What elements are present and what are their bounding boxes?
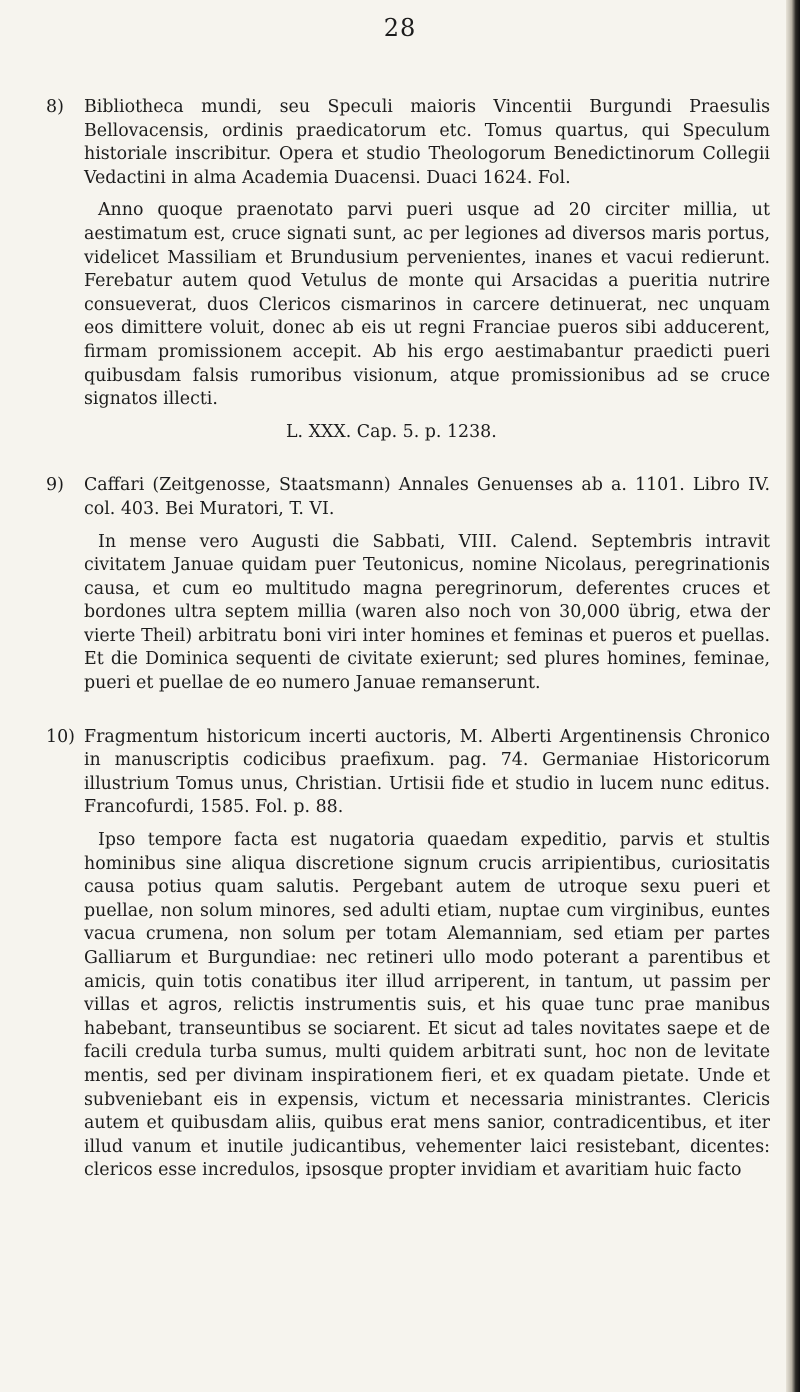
entry-9 [46,474,770,695]
page-content [46,96,770,1213]
entry-8 [46,96,770,444]
entry-heading [46,474,770,521]
page-binding-edge [786,0,800,1392]
entry-quote: In mense vero Augusti die Sabbati, VIII. Calend. Septembris intravit civitatem Januae quidam puer Teutonicus, nomine Nicolaus, peregrinationis causa, et cum eo multitudo magna peregrinorum, deferentes cruces et bordones ultra septem millia (waren also noch von 30,000 übrig, etwa der vierte Theil) arbitratu boni viri inter homines et feminas et pueros et puellas. Et die Dominica sequenti de civitate exierunt; sed plures homines, feminae, pueri et puellae de eo numero Januae remanserunt. [84,531,770,694]
entry-10 [46,726,770,1183]
entry-heading [46,96,770,190]
entry-number: 10) [46,726,75,747]
entry-quote: Ipso tempore facta est nugatoria quaedam expeditio, parvis et stultis hominibus sine aliqua discretione signum crucis arripientibus, curiositatis causa potius quam salutis. Pergebant autem de utroque sexu pueri et puellae, non solum minores, sed adulti etiam, nuptae cum virginibus, euntes vacua crumena, non solum per totam Alemanniam, sed etiam per partes Galliarum et Burgundiae: nec retineri ullo modo poterant a parentibus et amicis, quin totis conatibus iter illud arriperent, in tantum, ut passim per villas et agros, relictis instrumentis suis, et his quae tunc prae manibus habebant, transeuntibus se sociarent. Et sicut ad tales novitates saepe et de facili credula turba sumus, multi quidem arbitrati sunt, hoc non de levitate mentis, sed per divinam inspirationem fieri, et ex quadam pietate. Unde et subveniebant eis in expensis, victum et necessaria ministrantes. Clericis autem et quibusdam aliis, quibus erat mens sanior, contradicentibus, et iter illud vanum et inutile judicantibus, vehementer laici resistebant, dicentes: clericos esse incredulos, ipsosque propter invidiam et avaritiam huic facto [84,830,770,1181]
entry-quote: Anno quoque praenotato parvi pueri usque ad 20 circiter millia, ut aestimatum est, cruce signati sunt, ac per legiones ad diversos maris portus, videlicet Massiliam et Brundusium pervenientes, inanes et vacui redierunt. Ferebatur autem quod Vetulus de monte qui Arsacidas a pueritia nutrire consueverat, duos Clericos cismarinos in carcere detinuerat, nec unquam eos dimittere voluit, donec ab eis ut regni Franciae pueros sibi adducerent, firmam promissionem accepit. Ab his ergo aestimabantur praedicti pueri quibusdam falsis rumoribus visionum, atque promissionibus ad se cruce signatos illecti. [84,200,770,410]
page-number: 28 [383,14,417,42]
entry-citation: Caffari (Zeitgenosse, Staatsmann) Annales Genuenses ab a. 1101. Libro IV. col. 403. Bei Muratori, T. VI. [84,475,770,519]
entry-reference: L. XXX. Cap. 5. p. 1238. [286,421,497,442]
entry-number: 9) [46,475,64,496]
entry-heading [46,726,770,820]
entry-citation: Fragmentum historicum incerti auctoris, M. Alberti Argentinensis Chronico in manuscriptis codicibus praefixum. pag. 74. Germaniae Historicorum illustrium Tomus unus, Christian. Urtisii fide et studio in lucem nunc editus. Francofurdi, 1585. Fol. p. 88. [84,726,770,818]
entry-number: 8) [46,97,64,117]
entry-citation: Bibliotheca mundi, seu Speculi maioris Vincentii Burgundi Praesulis Bellovacensis, ordinis praedicatorum etc. Tomus quartus, qui Speculum historiale inscribitur. Opera et studio Theologorum Benedictinorum Collegii Vedactini in alma Academia Duacensi. Duaci 1624. Fol. [84,97,770,188]
